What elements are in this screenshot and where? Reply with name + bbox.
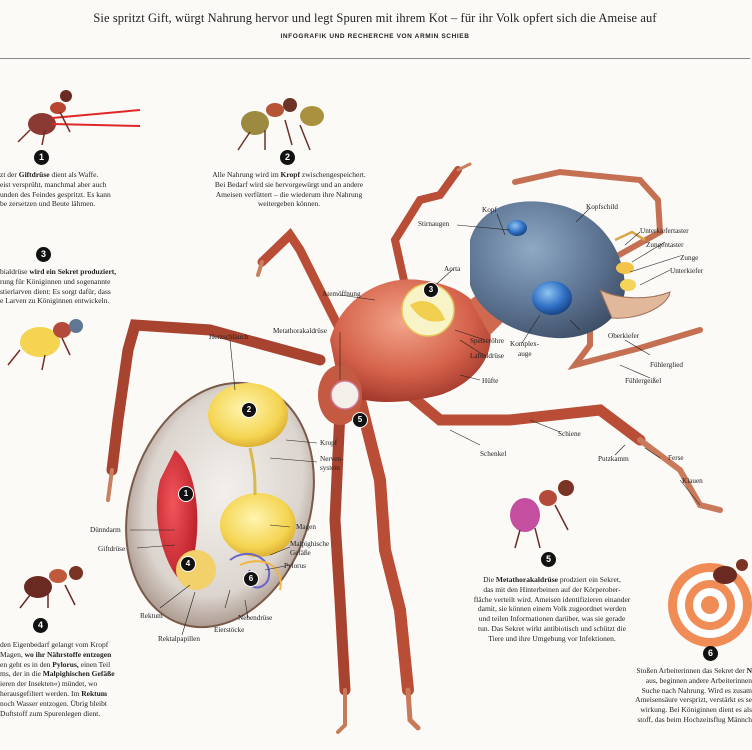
term: Rektum bbox=[81, 688, 108, 698]
label-magen: Magen bbox=[296, 523, 316, 531]
text-run: dient als Waffe. bbox=[49, 170, 99, 179]
label-zungentaster: Zungentaster bbox=[646, 241, 684, 249]
text-run: Die bbox=[483, 575, 496, 584]
section-6-line bbox=[612, 666, 752, 676]
target-trail bbox=[668, 559, 752, 647]
label-atemoeffnung: Atemöffnung bbox=[322, 290, 361, 298]
section-4-line bbox=[0, 640, 170, 650]
stomach bbox=[220, 493, 296, 557]
section-6-line bbox=[612, 686, 752, 696]
section-2-text bbox=[200, 170, 378, 209]
text-run: Bei Bedarf wird sie hervorgewürgt und an andere bbox=[214, 179, 364, 189]
section-6-line bbox=[612, 705, 752, 715]
label-kopf: Kopf bbox=[482, 206, 497, 214]
section-2-line bbox=[200, 199, 378, 209]
label-eierstoecke: Eierstöcke bbox=[214, 626, 245, 634]
text-run: unden des Feindes gespritzt. Es kann bbox=[0, 189, 111, 199]
section-4-line bbox=[0, 650, 170, 660]
label-fuehlergeissel: Fühlergeißel bbox=[625, 377, 662, 385]
term: Giftdrüse bbox=[18, 170, 50, 179]
section-number-3: 3 bbox=[36, 247, 51, 262]
marker-labial: 3 bbox=[423, 282, 439, 298]
text-run: wirkung. Bei Königinnen dient es als bbox=[640, 705, 752, 715]
section-4-line bbox=[0, 679, 170, 689]
term: Metathorakaldrüse bbox=[495, 575, 558, 584]
text-run: stoff, das beim Hochzeitsflug Männch bbox=[637, 714, 752, 724]
term: wo ihr Nährstoffe entzogen bbox=[22, 649, 112, 659]
marker-crop: 2 bbox=[241, 402, 257, 418]
marker-gut: 6 bbox=[243, 571, 259, 587]
label-giftdruese: Giftdrüse bbox=[98, 545, 126, 553]
text-run: Tiere und ihre Umgebung vor Infektionen. bbox=[488, 633, 616, 643]
term: Malpighischen Gefäße bbox=[42, 669, 115, 679]
section-3-line bbox=[0, 267, 150, 277]
section-6-text bbox=[612, 666, 752, 725]
label-metathorakaldruese: Metathorakaldrüse bbox=[273, 327, 327, 335]
section-5-line bbox=[462, 604, 642, 614]
label-komplexauge-2: auge bbox=[518, 350, 532, 358]
label-schenkel: Schenkel bbox=[480, 450, 507, 458]
label-stirnaugen: Stirnaugen bbox=[418, 220, 450, 228]
text-run: das mit den Hinterbeinen auf der Körperober- bbox=[483, 584, 621, 594]
marker-poison: 1 bbox=[178, 486, 194, 502]
section-2-line bbox=[200, 170, 378, 180]
vignette-ant-5 bbox=[510, 480, 574, 548]
section-3-line bbox=[0, 296, 150, 306]
label-herzschlauch: Herzschlauch bbox=[209, 333, 249, 341]
text-run: ms, der in die bbox=[0, 669, 43, 679]
term: N bbox=[746, 666, 752, 675]
section-1-line bbox=[0, 170, 150, 180]
label-nebendruese: Nebendrüse bbox=[238, 614, 273, 622]
text-run: e Larven zu Königinnen entwickeln. bbox=[0, 296, 110, 306]
section-3-line bbox=[0, 277, 150, 287]
section-3-line bbox=[0, 287, 150, 297]
label-labialdruese: Labialdrüse bbox=[470, 352, 504, 360]
section-number-2: 2 bbox=[280, 150, 295, 165]
text-run: Ameisen verfüttert – die wiederum ihre Nahrung bbox=[215, 189, 363, 199]
label-ferse: Ferse bbox=[668, 454, 684, 462]
page-title: Sie spritzt Gift, würgt Nahrung hervor und legt Spuren mit ihrem Kot – für ihr Volk opfert sich die Ameise auf bbox=[93, 11, 657, 25]
label-nervensystem-1: Nerven- bbox=[320, 455, 344, 463]
section-number-1: 1 bbox=[34, 150, 49, 165]
label-huefte: Hüfte bbox=[482, 377, 499, 385]
section-number-4: 4 bbox=[33, 618, 48, 633]
text-run: eist versprüht, manchmal aber auch bbox=[0, 179, 107, 189]
text-run: herausgefiltert werden. Im bbox=[0, 688, 82, 698]
label-aorta: Aorta bbox=[444, 265, 461, 273]
section-6-line bbox=[612, 715, 752, 725]
label-duenndarm: Dünndarm bbox=[90, 526, 121, 534]
label-putzkamm: Putzkamm bbox=[598, 455, 629, 463]
text-run: zwischengespeichert. bbox=[299, 170, 366, 179]
label-speiseroehre: Speiseröhre bbox=[470, 337, 504, 345]
section-2-line bbox=[200, 180, 378, 190]
section-5-line bbox=[462, 614, 642, 624]
section-5-line bbox=[462, 585, 642, 595]
section-4-line bbox=[0, 669, 170, 679]
section-5-text bbox=[462, 575, 642, 644]
label-unterkiefer: Unterkiefer bbox=[670, 267, 704, 275]
label-rektum: Rektum bbox=[140, 612, 163, 620]
section-number-5: 5 bbox=[541, 552, 556, 567]
label-kropf: Kropf bbox=[320, 439, 338, 447]
term: Kropf bbox=[280, 170, 300, 179]
text-run: einen Teil bbox=[78, 659, 111, 669]
text-run: aus, beginnen andere Arbeiterinnen bbox=[645, 675, 752, 685]
vignette-ant-3 bbox=[8, 319, 83, 370]
section-1-line bbox=[0, 180, 150, 190]
text-run: Stoßen Arbeiterinnen das Sekret der bbox=[636, 666, 747, 675]
section-4-line bbox=[0, 660, 170, 670]
section-4-line bbox=[0, 689, 170, 699]
section-6-line bbox=[612, 695, 752, 705]
text-run: fläche verteilt wird. Ameisen identifizieren einander bbox=[473, 594, 631, 604]
text-run: und teilen Informationen darüber, was sie gerade bbox=[478, 614, 626, 624]
term: wird ein Sekret produziert, bbox=[27, 267, 117, 276]
text-run: bialdrüse bbox=[0, 267, 28, 276]
metathoracic-gland-inset bbox=[331, 381, 359, 409]
vignette-ant-1 bbox=[18, 90, 140, 145]
label-klauen: Klauen bbox=[682, 477, 703, 485]
label-schiene: Schiene bbox=[558, 430, 581, 438]
compound-eye bbox=[532, 281, 572, 315]
label-malpighi-2: Gefäße bbox=[290, 549, 311, 557]
label-unterkiefertaster: Unterkiefertaster bbox=[640, 227, 689, 235]
section-5-line bbox=[462, 634, 642, 644]
text-run: Duftstoff zum Spurenlegen dient. bbox=[0, 708, 101, 718]
ocellus bbox=[507, 220, 527, 236]
label-nervensystem-2: system bbox=[320, 464, 340, 472]
section-4-text bbox=[0, 640, 170, 718]
section-6-line bbox=[612, 676, 752, 686]
section-2-line bbox=[200, 190, 378, 200]
term: Pylorus, bbox=[52, 659, 79, 669]
section-4-line bbox=[0, 709, 170, 719]
section-1-line bbox=[0, 199, 150, 209]
text-run: den Eigenbedarf gelangt vom Kropf bbox=[0, 640, 109, 649]
text-run: stierlarven dient: Es sorgt dafür, dass bbox=[0, 286, 111, 296]
section-5-line bbox=[462, 595, 642, 605]
section-4-line bbox=[0, 699, 170, 709]
text-run: Magen, bbox=[0, 649, 23, 659]
vignette-ant-4 bbox=[20, 566, 83, 608]
label-fuehlerglied: Fühlerglied bbox=[650, 361, 684, 369]
vignette-ant-2 bbox=[238, 98, 324, 150]
label-zunge: Zunge bbox=[680, 254, 699, 262]
text-run: be zersetzen und Beute lähmen. bbox=[0, 199, 96, 209]
text-run: ieren der Insekten«) mündet, wo bbox=[0, 679, 98, 689]
label-oberkiefer: Oberkiefer bbox=[608, 332, 640, 340]
section-3-text bbox=[0, 267, 150, 306]
text-run: rung für Königinnen und sogenannte bbox=[0, 276, 111, 286]
text-run: tun. Das Sekret wirkt antibiotisch und schützt die bbox=[478, 623, 626, 633]
label-komplexauge-1: Komplex- bbox=[510, 340, 540, 348]
section-1-line bbox=[0, 190, 150, 200]
section-5-line bbox=[462, 624, 642, 634]
text-run: Suche nach Nahrung. Wird es zusam bbox=[641, 685, 752, 695]
text-run: prodziert ein Sekret, bbox=[557, 575, 621, 584]
mandible bbox=[600, 290, 670, 318]
text-run: Alle Nahrung wird im bbox=[212, 170, 281, 179]
marker-metathoracic: 5 bbox=[352, 412, 368, 428]
text-run: zt der bbox=[0, 170, 19, 179]
section-5-line bbox=[462, 575, 642, 585]
label-rektalpapillen: Rektalpapillen bbox=[158, 635, 200, 643]
text-run: en geht es in den bbox=[0, 659, 53, 669]
text-run: weitergeben können. bbox=[257, 199, 321, 209]
label-pylorus: Pylorus bbox=[284, 562, 306, 570]
marker-rectum: 4 bbox=[180, 556, 196, 572]
section-number-6: 6 bbox=[703, 646, 718, 661]
section-1-text bbox=[0, 170, 150, 209]
text-run: damit, sie können einem Volk zugeordnet werden bbox=[477, 604, 627, 614]
text-run: Ameisensäure versprizt, verstärkt es se bbox=[635, 695, 752, 705]
page-subtitle: INFOGRAFIK UND RECHERCHE VON ARMIN SCHIEB bbox=[280, 33, 470, 40]
text-run: noch Wasser entzogen. Übrig bleibt bbox=[0, 698, 107, 708]
label-kopfschild: Kopfschild bbox=[586, 203, 618, 211]
label-malpighi-1: Malpighische bbox=[290, 540, 330, 548]
